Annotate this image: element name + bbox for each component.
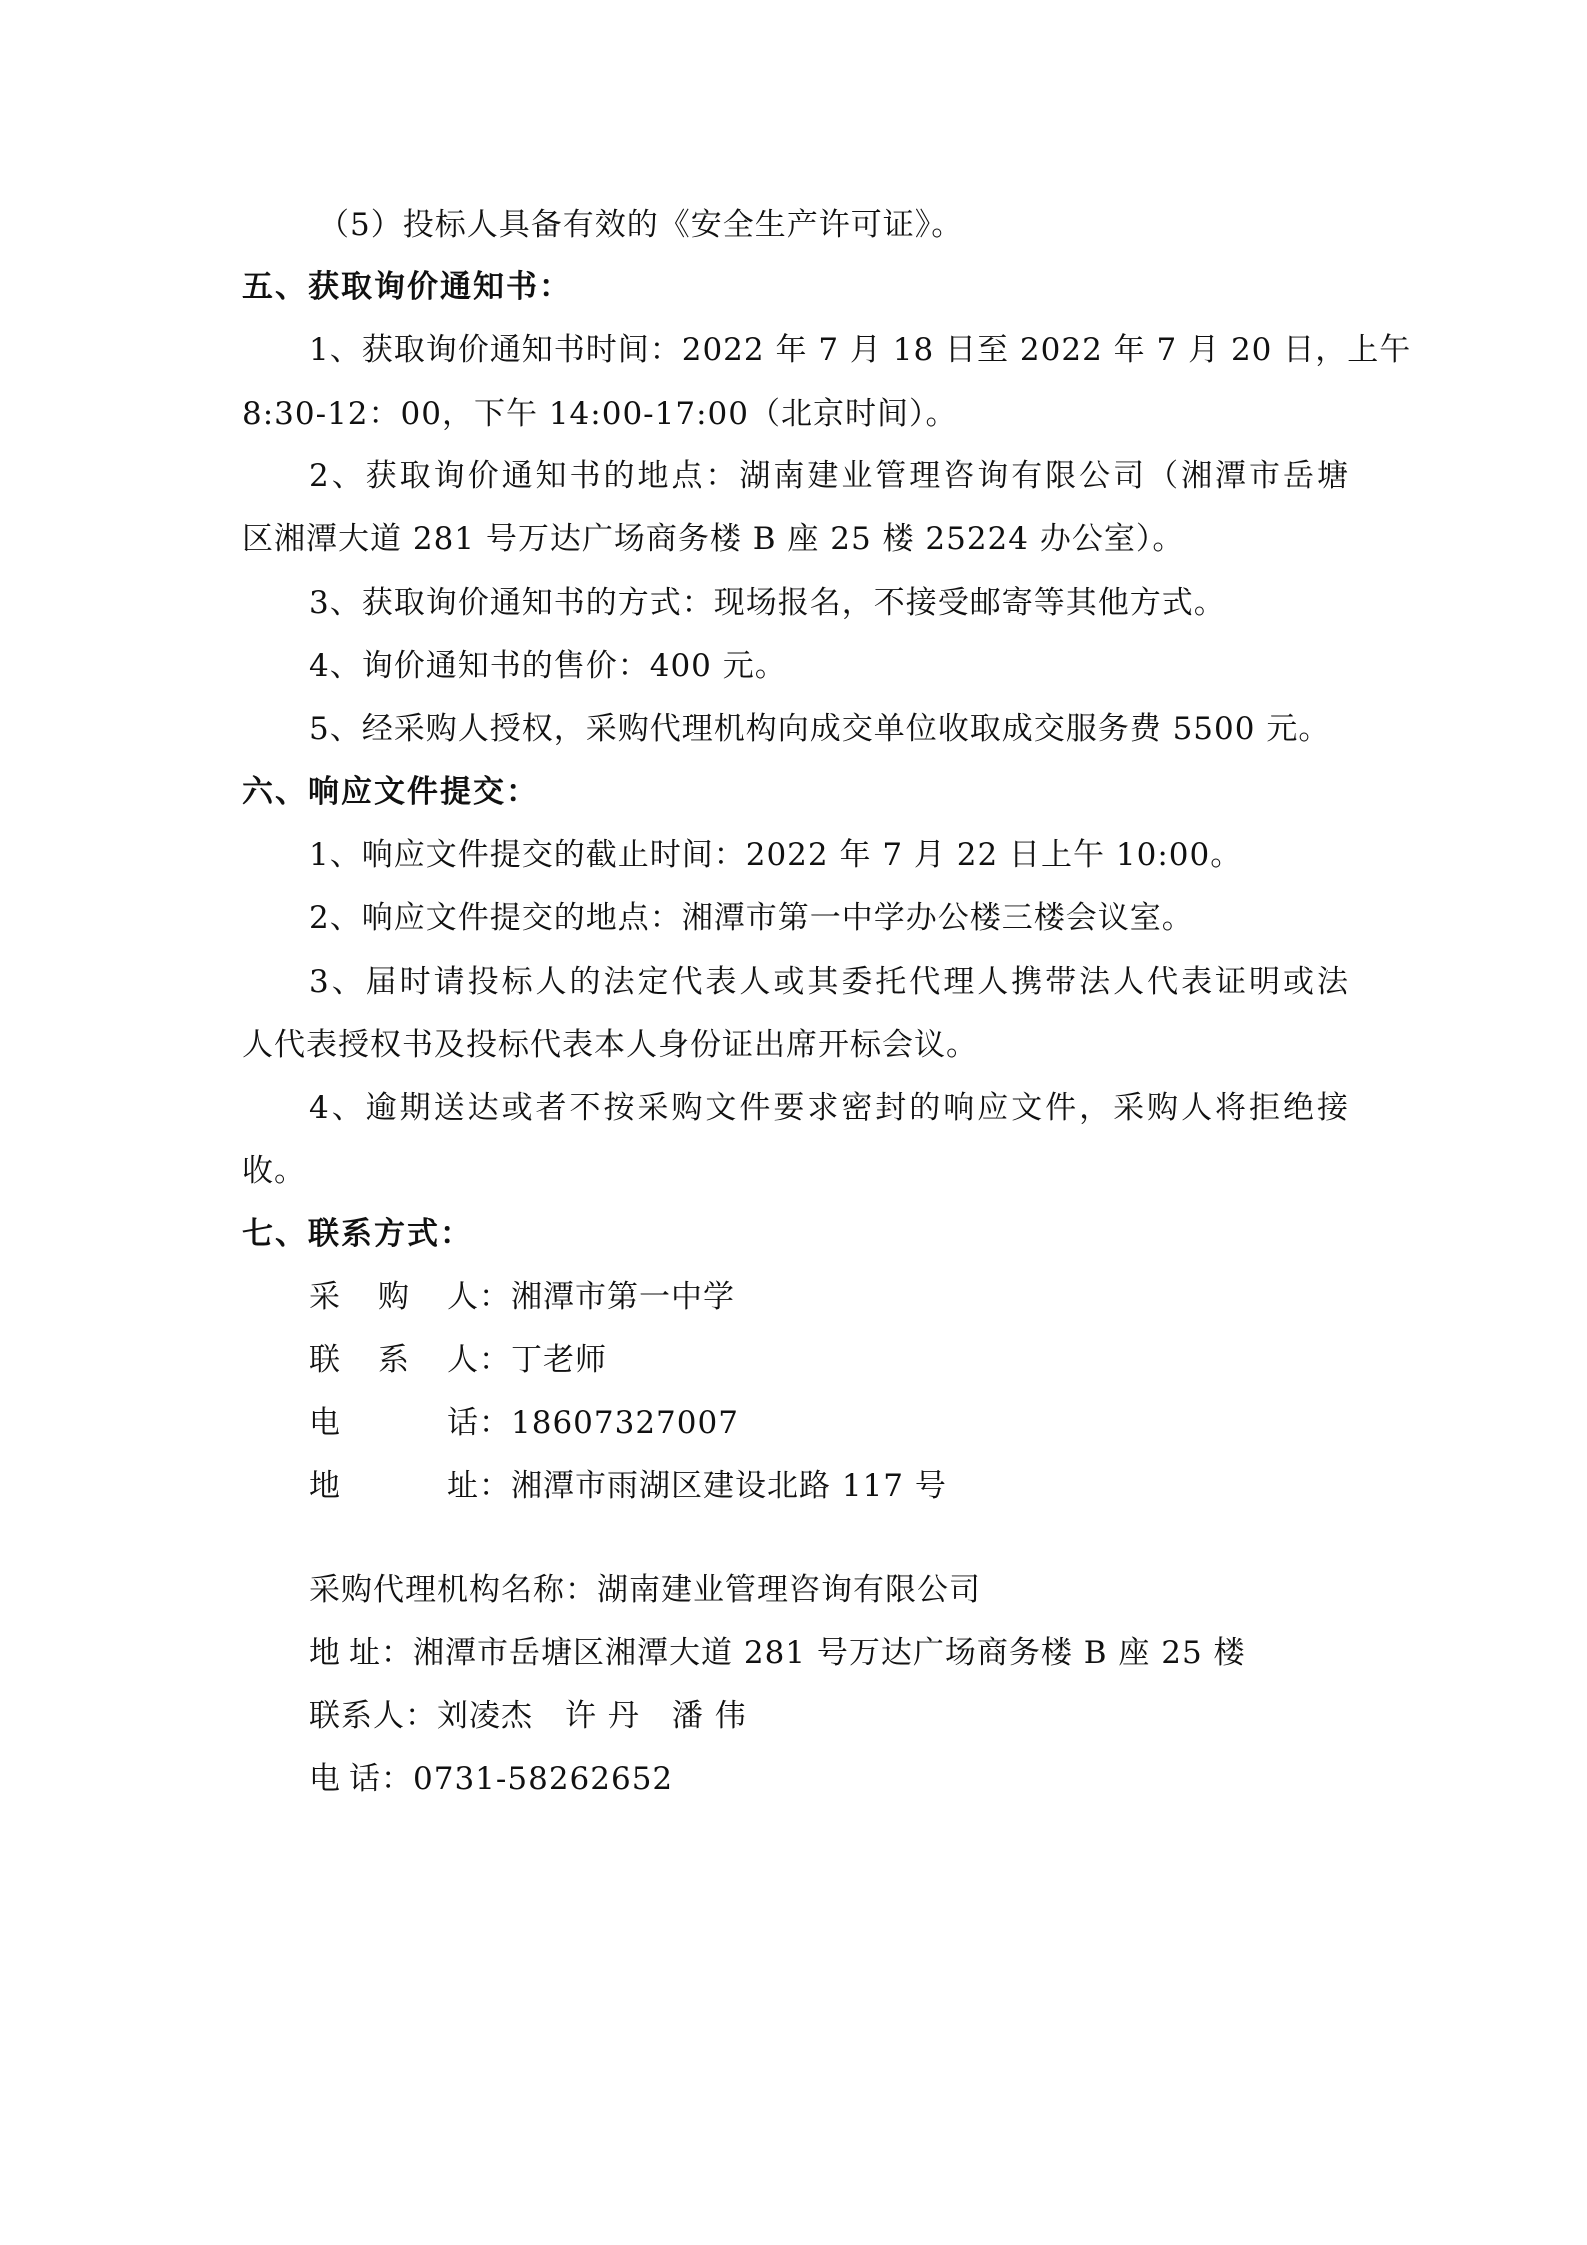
sec6-item3-line2: 人代表授权书及投标代表本人身份证出席开标会议。 — [242, 1027, 978, 1063]
agency-address-row — [309, 1633, 1246, 1673]
agency-phone-row — [309, 1759, 673, 1799]
agency-phone-value: 0731-58262652 — [413, 1761, 674, 1797]
colon: ： — [479, 1468, 511, 1504]
agency-name-row — [309, 1570, 981, 1610]
sec5-heading: 五、获取询价通知书： — [242, 269, 572, 305]
agency-contact-label: 联系人： — [309, 1698, 437, 1734]
phone-label: 电话 — [309, 1405, 479, 1441]
sec6-item2: 2、响应文件提交的地点：湘潭市第一中学办公楼三楼会议室。 — [309, 900, 1194, 936]
address-row — [309, 1466, 947, 1506]
sec5-item2-line2: 区湘潭大道 281 号万达广场商务楼 B 座 25 楼 25224 办公室）。 — [242, 521, 1185, 557]
phone-value: 18607327007 — [511, 1405, 739, 1441]
colon: ： — [381, 1635, 413, 1671]
sec5-item2-line1: 2、获取询价通知书的地点：湖南建业管理咨询有限公司（湘潭市岳塘 — [309, 458, 1349, 494]
sec6-item4-line2: 收。 — [242, 1153, 306, 1189]
colon: ： — [479, 1342, 511, 1378]
agency-name-label: 采购代理机构名称： — [309, 1572, 597, 1608]
sec5-item1-line2: 8:30-12：00，下午 14:00-17:00（北京时间）。 — [242, 396, 958, 432]
contact-value: 丁老师 — [511, 1342, 607, 1378]
purchaser-row — [309, 1277, 735, 1317]
agency-address-label: 地址 — [309, 1635, 381, 1671]
agency-phone-label: 电话 — [309, 1761, 381, 1797]
address-label: 地址 — [309, 1468, 479, 1504]
colon: ： — [479, 1279, 511, 1315]
agency-address-value: 湘潭市岳塘区湘潭大道 281 号万达广场商务楼 B 座 25 楼 — [413, 1635, 1246, 1671]
contact-label: 联系人 — [309, 1342, 479, 1378]
purchaser-label: 采购人 — [309, 1279, 479, 1315]
agency-name-value: 湖南建业管理咨询有限公司 — [597, 1572, 981, 1608]
colon: ： — [479, 1405, 511, 1441]
sec6-item4-line1: 4、逾期送达或者不按采购文件要求密封的响应文件，采购人将拒绝接 — [309, 1090, 1349, 1126]
sec5-item4: 4、询价通知书的售价：400 元。 — [309, 648, 787, 684]
sec6-heading: 六、响应文件提交： — [242, 774, 539, 810]
agency-contact-row — [309, 1696, 747, 1736]
sec6-item1: 1、响应文件提交的截止时间：2022 年 7 月 22 日上午 10:00。 — [309, 837, 1243, 873]
sec6-item3-line1: 3、届时请投标人的法定代表人或其委托代理人携带法人代表证明或法 — [309, 964, 1349, 1000]
colon: ： — [381, 1761, 413, 1797]
sec5-item3: 3、获取询价通知书的方式：现场报名，不接受邮寄等其他方式。 — [309, 585, 1226, 621]
sec4-item5: （5）投标人具备有效的《安全生产许可证》。 — [318, 207, 964, 243]
phone-row — [309, 1403, 739, 1443]
contact-row — [309, 1340, 607, 1380]
purchaser-value: 湘潭市第一中学 — [511, 1279, 735, 1315]
sec5-item5: 5、经采购人授权，采购代理机构向成交单位收取成交服务费 5500 元。 — [309, 711, 1331, 747]
address-value: 湘潭市雨湖区建设北路 117 号 — [511, 1468, 947, 1504]
sec5-item1-line1: 1、获取询价通知书时间：2022 年 7 月 18 日至 2022 年 7 月 20 日，上午 — [309, 332, 1412, 368]
agency-contact-value: 刘凌杰 许 丹 潘 伟 — [437, 1698, 747, 1734]
sec7-heading: 七、联系方式： — [242, 1216, 473, 1252]
